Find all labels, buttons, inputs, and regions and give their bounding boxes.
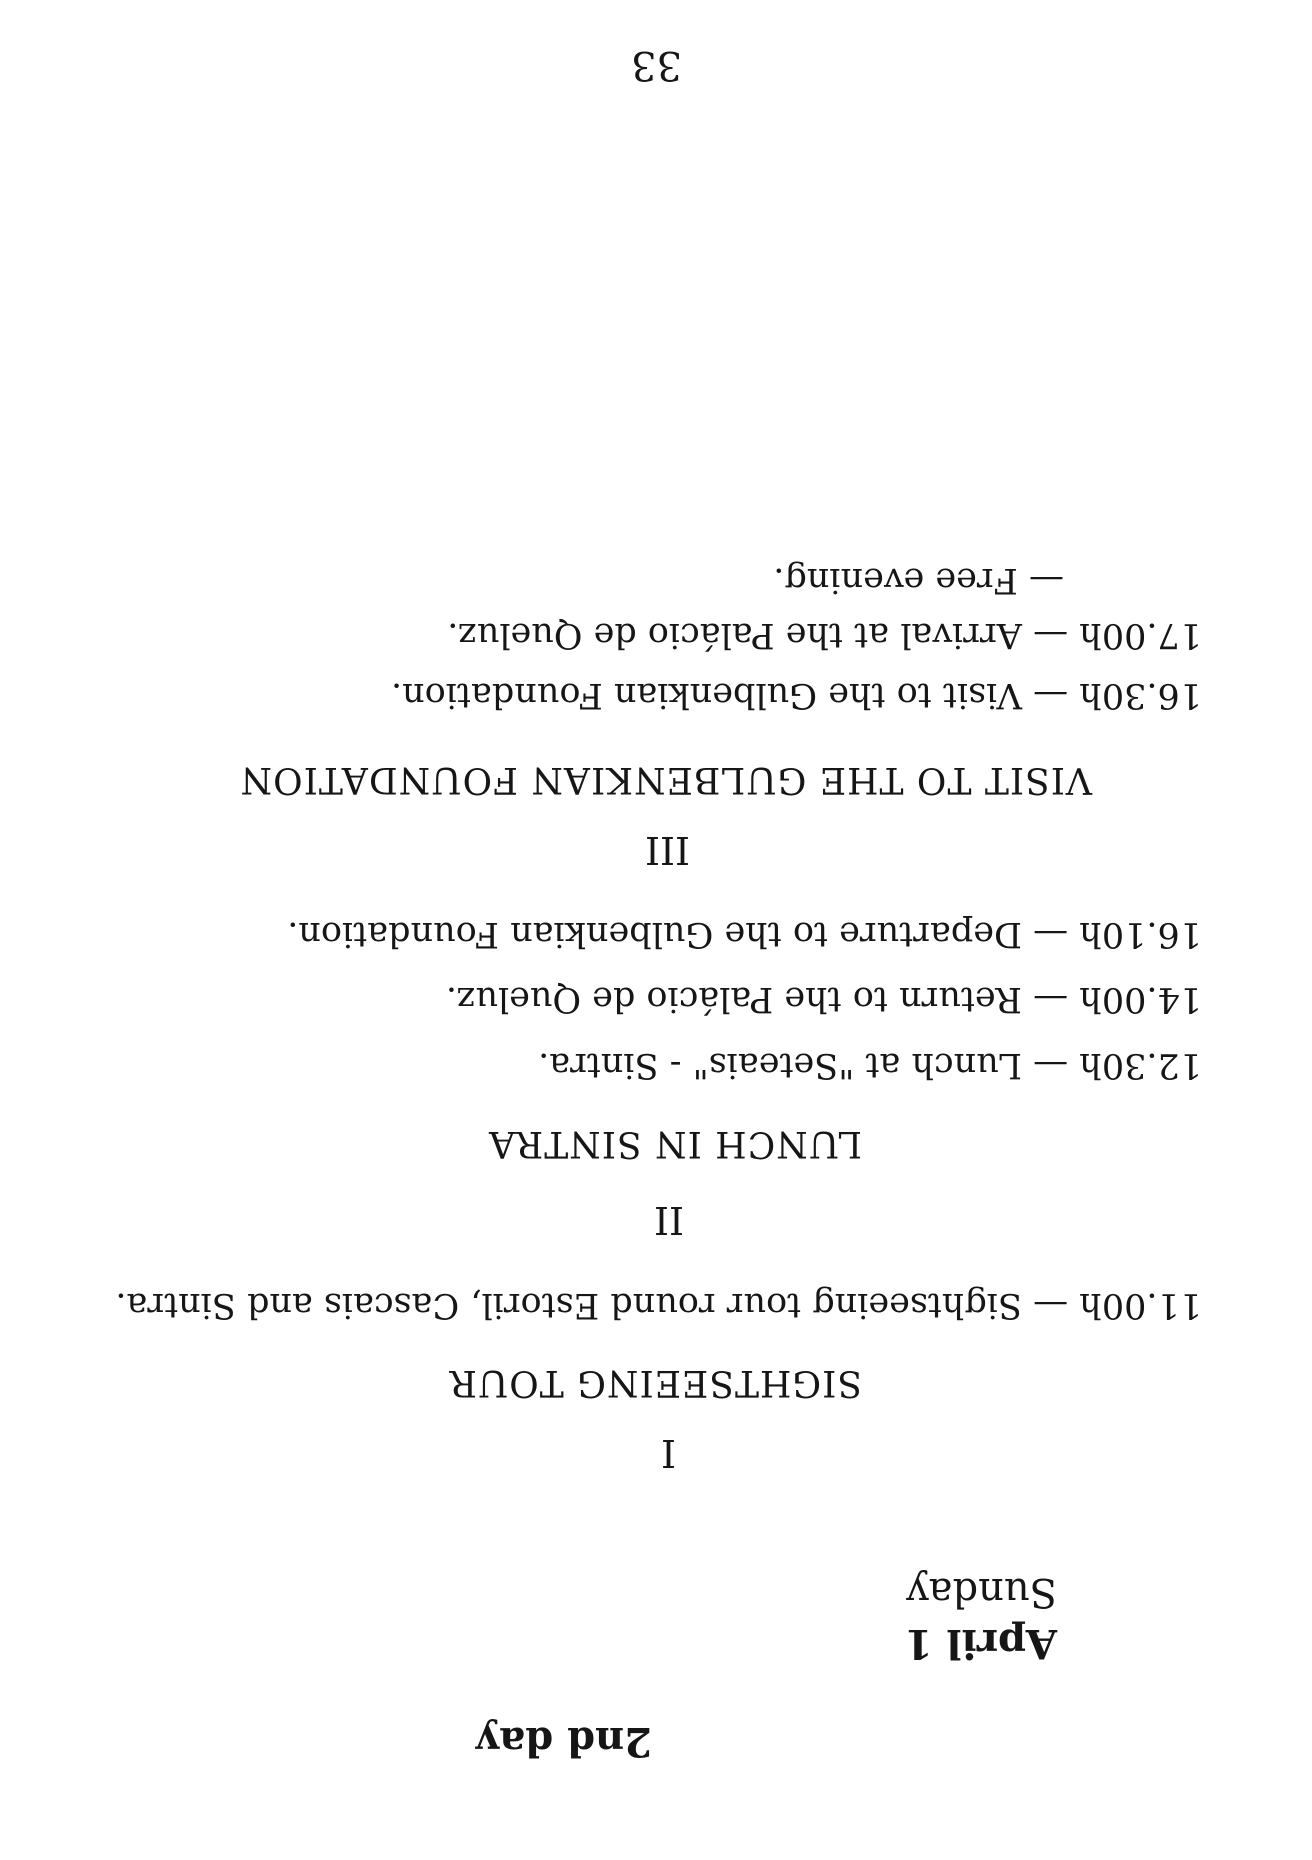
schedule-item: — Free evening. <box>773 560 1064 600</box>
page-number: 33 <box>631 42 682 88</box>
weekday: Sunday <box>906 1569 1057 1615</box>
day-label: 2nd day <box>476 1718 652 1765</box>
section-heading: LUNCH IN SINTRA <box>488 1123 862 1164</box>
schedule-item: 12.30h — Lunch at "Seteais" - Sintra. <box>538 1045 1202 1085</box>
section-numeral: II <box>653 1198 684 1242</box>
schedule-item: 16.10h — Departure to the Gulbenkian Foundation. <box>287 914 1202 954</box>
schedule-item: 16.30h — Visit to the Gulbenkian Foundation. <box>391 675 1202 715</box>
schedule-item: 17.00h — Arrival at the Palácio de Queluz. <box>447 615 1202 655</box>
section-heading: VISIT TO THE GULBENKIAN FOUNDATION <box>239 759 1092 800</box>
schedule-item: 14.00h — Return to the Palácio de Queluz. <box>445 979 1202 1019</box>
date: April 1 <box>904 1620 1057 1667</box>
section-numeral: III <box>644 828 690 872</box>
section-numeral: I <box>660 1431 676 1475</box>
schedule-item: 11.00h — Sightseeing tour round Estoril, Cascais and Sintra. <box>115 1285 1202 1325</box>
section-heading: SIGHTSEEING TOUR <box>448 1362 862 1403</box>
